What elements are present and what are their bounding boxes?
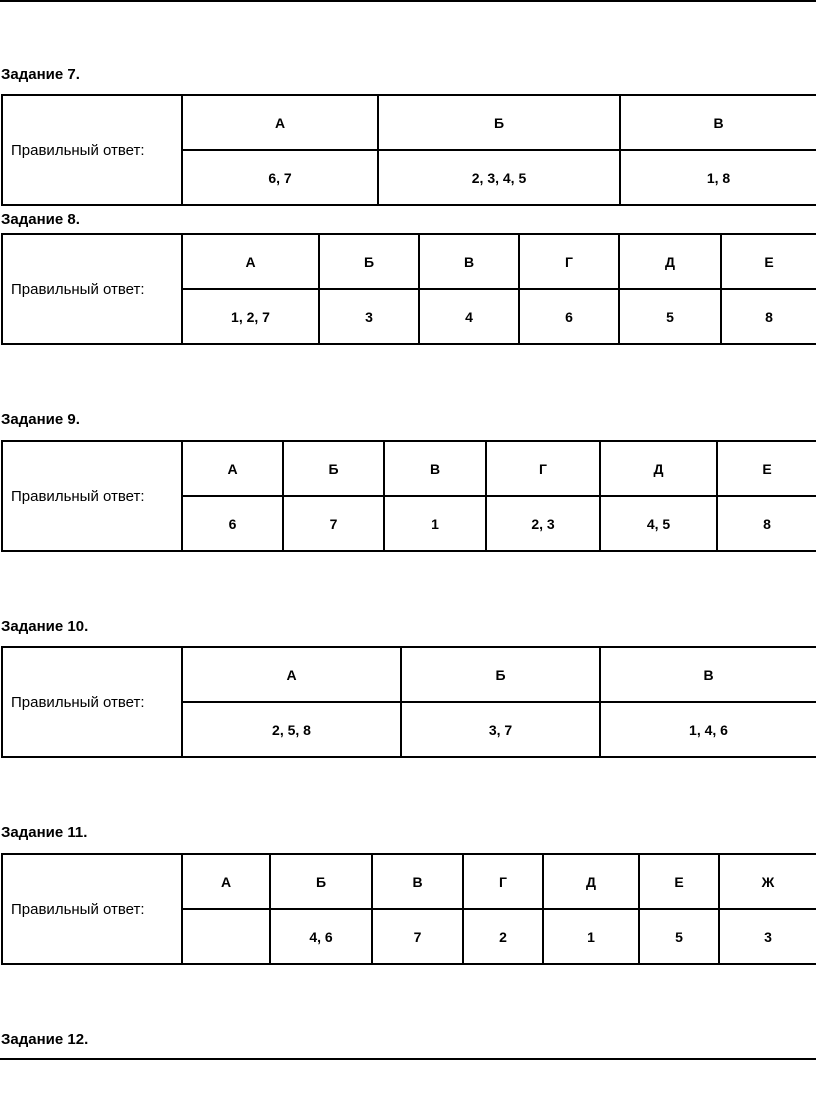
answer-cell: 4, 6 bbox=[270, 909, 372, 964]
letter-cell: Е bbox=[639, 854, 719, 909]
answer-cell: 1, 4, 6 bbox=[600, 702, 816, 757]
letter-cell: В bbox=[600, 647, 816, 702]
letter-cell: В bbox=[384, 441, 486, 496]
answer-cell: 8 bbox=[721, 289, 816, 344]
letter-cell: Б bbox=[283, 441, 384, 496]
bottom-divider bbox=[0, 1058, 816, 1060]
answer-label: Правильный ответ: bbox=[2, 95, 182, 205]
answer-label: Правильный ответ: bbox=[2, 647, 182, 757]
answer-cell: 2, 3 bbox=[486, 496, 600, 551]
letter-cell: А bbox=[182, 95, 378, 150]
answer-cell bbox=[182, 909, 270, 964]
letter-cell: Е bbox=[721, 234, 816, 289]
answer-label: Правильный ответ: bbox=[2, 854, 182, 964]
task-11-answer-table bbox=[1, 853, 816, 965]
answer-label: Правильный ответ: bbox=[2, 234, 182, 344]
answer-cell: 7 bbox=[372, 909, 463, 964]
letter-cell: Б bbox=[378, 95, 620, 150]
task-7-answer-table bbox=[1, 94, 816, 206]
answer-cell: 5 bbox=[619, 289, 721, 344]
letter-cell: Д bbox=[600, 441, 717, 496]
letter-cell: В bbox=[620, 95, 816, 150]
letter-cell: Б bbox=[319, 234, 419, 289]
answer-cell: 4 bbox=[419, 289, 519, 344]
task-7-heading: Задание 7. bbox=[1, 66, 80, 83]
answer-cell: 6 bbox=[519, 289, 619, 344]
task-9-heading: Задание 9. bbox=[1, 411, 80, 428]
task-11-heading: Задание 11. bbox=[1, 824, 88, 841]
task-9-answer-table bbox=[1, 440, 816, 552]
task-8-answer-table bbox=[1, 233, 816, 345]
letter-cell: Д bbox=[619, 234, 721, 289]
letter-cell: Е bbox=[717, 441, 816, 496]
answer-cell: 1 bbox=[384, 496, 486, 551]
top-divider bbox=[0, 0, 816, 2]
letter-cell: Ж bbox=[719, 854, 816, 909]
answer-cell: 6, 7 bbox=[182, 150, 378, 205]
answer-cell: 1, 2, 7 bbox=[182, 289, 319, 344]
letter-cell: А bbox=[182, 647, 401, 702]
answer-cell: 2 bbox=[463, 909, 543, 964]
answer-cell: 5 bbox=[639, 909, 719, 964]
letter-cell: А bbox=[182, 441, 283, 496]
letter-cell: А bbox=[182, 854, 270, 909]
answer-cell: 8 bbox=[717, 496, 816, 551]
letter-cell: Д bbox=[543, 854, 639, 909]
letter-cell: Б bbox=[401, 647, 600, 702]
letter-cell: А bbox=[182, 234, 319, 289]
letter-cell: Б bbox=[270, 854, 372, 909]
letter-cell: В bbox=[372, 854, 463, 909]
answer-cell: 3 bbox=[719, 909, 816, 964]
letter-cell: Г bbox=[486, 441, 600, 496]
answer-label: Правильный ответ: bbox=[2, 441, 182, 551]
answer-cell: 4, 5 bbox=[600, 496, 717, 551]
answer-cell: 1 bbox=[543, 909, 639, 964]
answer-cell: 2, 3, 4, 5 bbox=[378, 150, 620, 205]
letter-cell: В bbox=[419, 234, 519, 289]
answer-cell: 1, 8 bbox=[620, 150, 816, 205]
task-10-answer-table bbox=[1, 646, 816, 758]
answer-cell: 2, 5, 8 bbox=[182, 702, 401, 757]
task-10-heading: Задание 10. bbox=[1, 618, 89, 635]
answer-cell: 6 bbox=[182, 496, 283, 551]
letter-cell: Г bbox=[519, 234, 619, 289]
task-8-heading: Задание 8. bbox=[1, 211, 80, 228]
answer-cell: 3 bbox=[319, 289, 419, 344]
answer-cell: 7 bbox=[283, 496, 384, 551]
letter-cell: Г bbox=[463, 854, 543, 909]
answer-cell: 3, 7 bbox=[401, 702, 600, 757]
task-12-heading: Задание 12. bbox=[1, 1031, 89, 1048]
